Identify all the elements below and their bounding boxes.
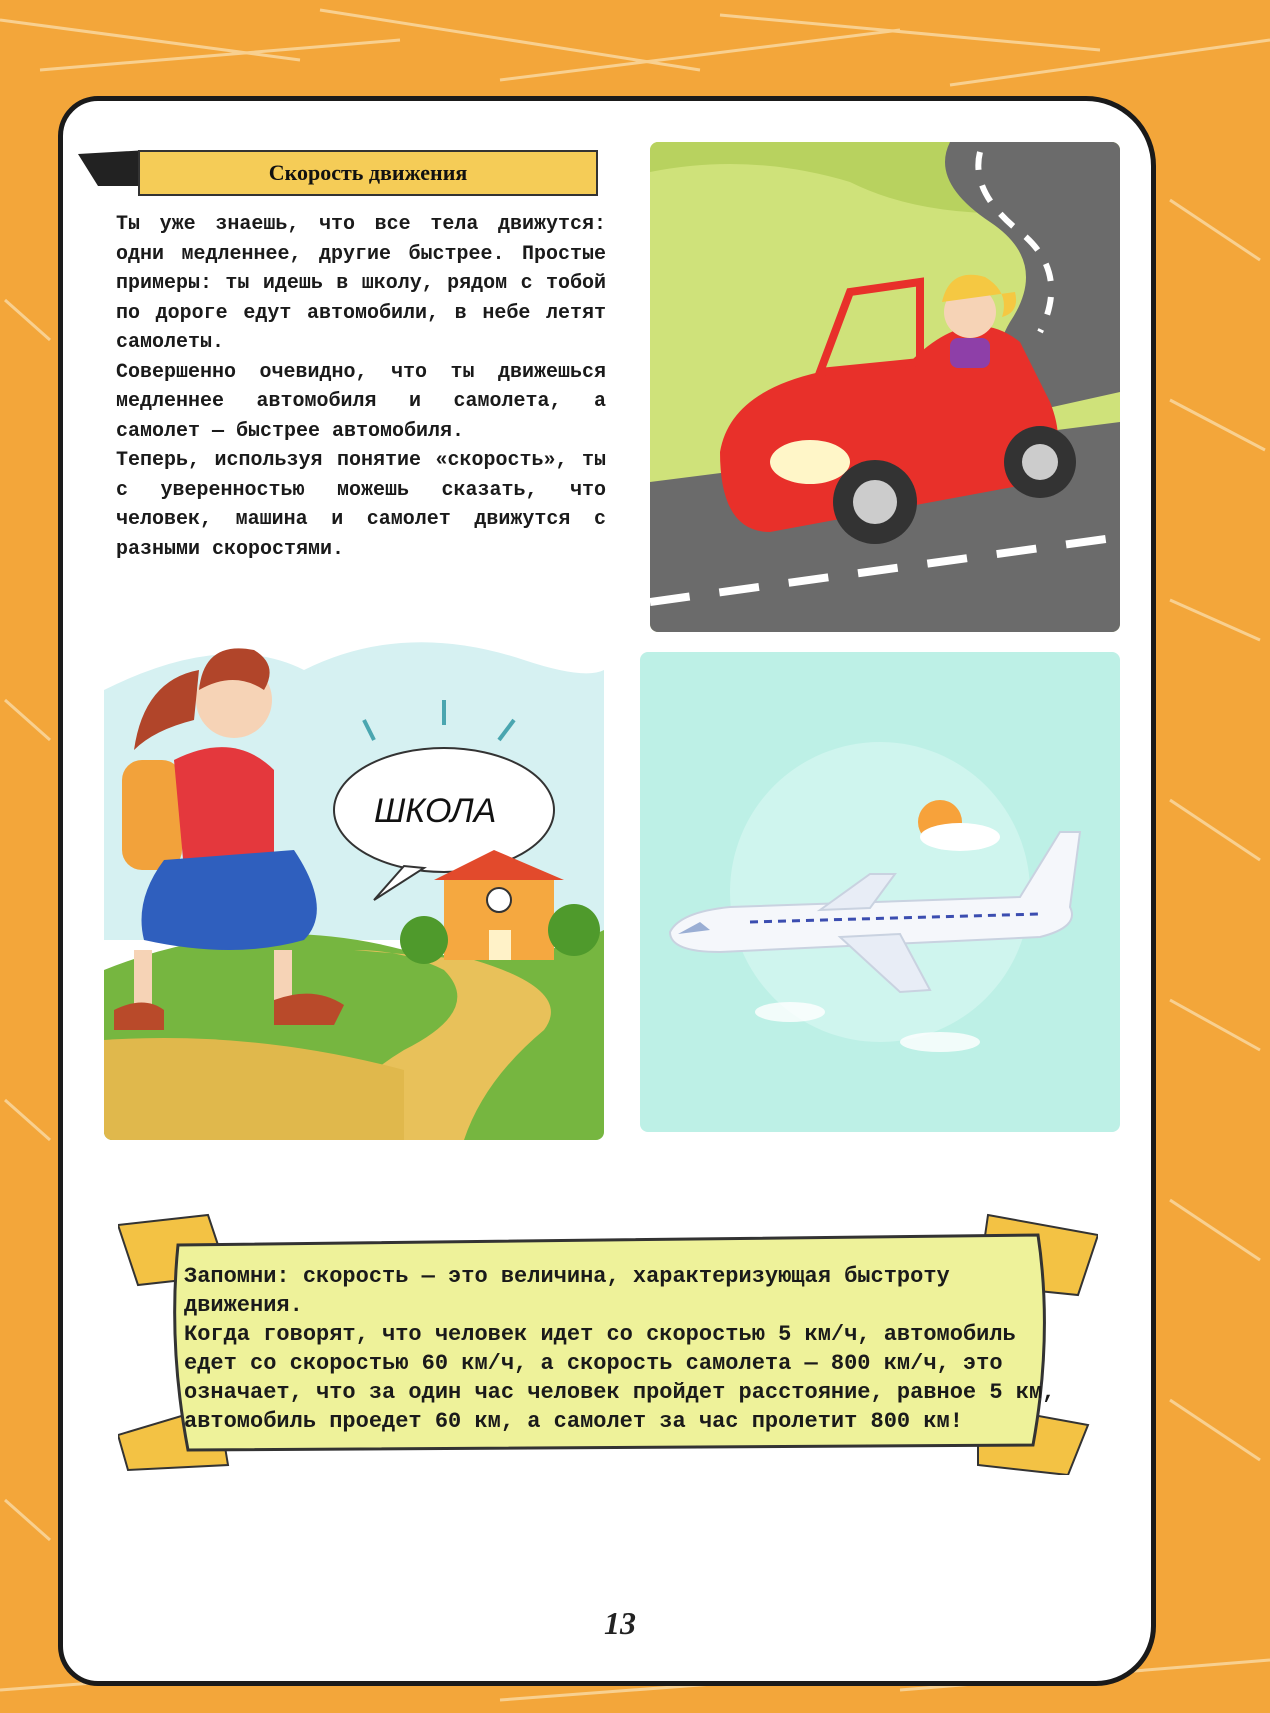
plane-illustration — [640, 652, 1120, 1132]
airplane-in-sky-icon — [640, 652, 1120, 1132]
section-title-ribbon — [138, 150, 598, 196]
section-title: Скорость движения — [268, 160, 468, 185]
car-illustration — [650, 142, 1120, 632]
remember-text — [184, 1262, 1064, 1436]
intro-paragraph-3: Теперь, используя понятие «скорость», ты с уверенностью можешь сказать, что человек, машина и самолет движутся с разными скоростями. — [116, 449, 606, 561]
school-sign-text: ШКОЛА — [374, 792, 497, 830]
remember-definition: Запомни: скорость — это величина, характеризующая быстроту движения. — [184, 1264, 950, 1318]
intro-paragraph-1: Ты уже знаешь, что все тела движутся: одни медленнее, другие быстрее. Простые примеры: ты идешь в школу, рядом с тобой по дороге едут автомобили, в небе летят самолеты. — [116, 213, 606, 354]
remember-example: Когда говорят, что человек идет со скоростью 5 км/ч, автомобиль едет со скоростью 60 км/ч, а скорость самолета — 800 км/ч, это означает, что за один час человек пройдет расстояние, равное 5 км, автомобиль проедет 60 км, а самолет за час пролетит 800 км! — [184, 1322, 1056, 1434]
girl-walking-to-school-icon — [104, 610, 604, 1140]
intro-paragraph-2: Совершенно очевидно, что ты движешься медленнее автомобиля и самолета, а самолет — быстрее автомобиля. — [116, 360, 606, 443]
intro-text — [116, 210, 606, 564]
school-illustration — [104, 610, 604, 1140]
page-number: 13 — [604, 1605, 636, 1641]
girl-driving-red-car-icon — [650, 142, 1120, 632]
